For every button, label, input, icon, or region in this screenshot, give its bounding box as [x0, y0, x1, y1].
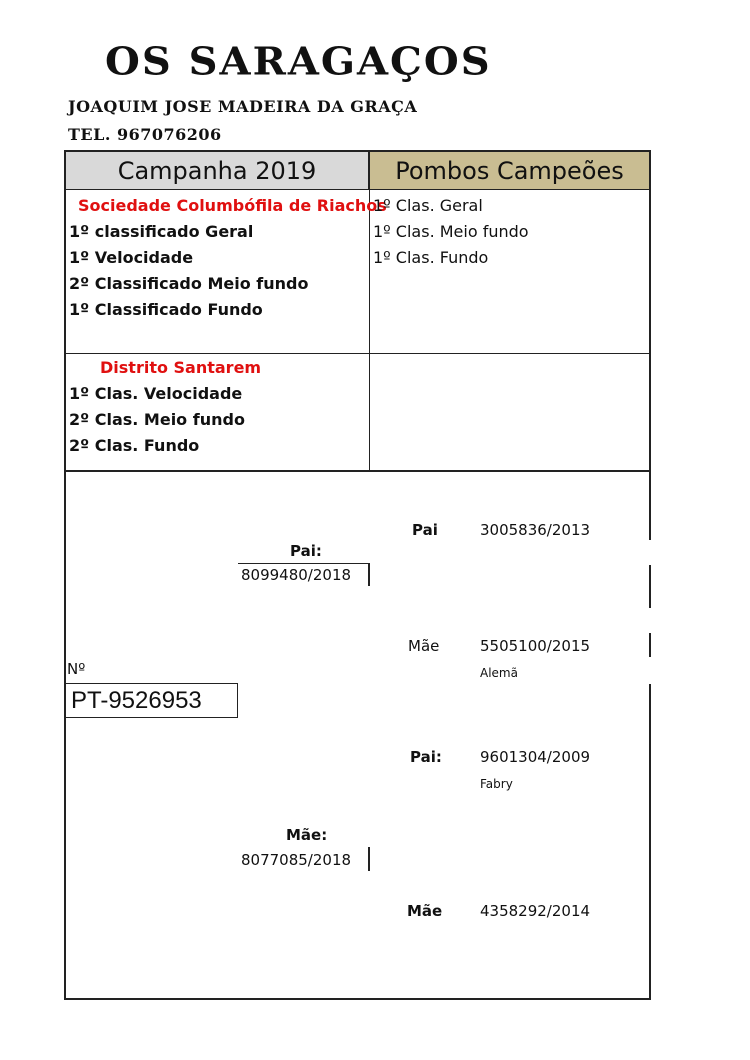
column-divider: [369, 190, 370, 470]
pedigree-left-border: [64, 472, 66, 1000]
section1-item: 1º classificado Geral: [69, 222, 254, 241]
section2-item: 2º Clas. Fundo: [69, 436, 200, 455]
brand-title: OS SARAGAÇOS: [105, 39, 492, 84]
sire-bracket: [368, 563, 370, 586]
dam-dam-ring: 4358292/2014: [480, 902, 591, 920]
sire-bracket: [238, 563, 369, 564]
results-table: [64, 150, 651, 472]
ring-number-label: Nº: [67, 660, 86, 678]
pedigree-right-border: [649, 633, 651, 657]
dam-bracket: [368, 847, 370, 871]
ring-number: PT-9526953: [64, 683, 238, 718]
sire-sire-ring: 3005836/2013: [480, 521, 591, 539]
pedigree-right-border: [649, 684, 651, 1000]
pedigree-right-border: [649, 472, 651, 540]
sire-ring: 8099480/2018: [241, 566, 352, 584]
dam-label: Mãe:: [286, 826, 328, 844]
sire-dam-label: Mãe: [408, 637, 440, 655]
header-pombos-campeoes: Pombos Campeões: [370, 152, 649, 190]
section2-item: 2º Clas. Meio fundo: [69, 410, 245, 429]
section1-item: 1º Velocidade: [69, 248, 194, 267]
champion-item: 1º Clas. Geral: [373, 196, 483, 215]
dam-ring: 8077085/2018: [241, 851, 352, 869]
pedigree-right-border: [649, 565, 651, 608]
dam-sire-label: Pai:: [410, 748, 442, 766]
sire-sire-label: Pai: [412, 521, 438, 539]
section2-title: Distrito Santarem: [100, 358, 262, 377]
owner-name: JOAQUIM JOSE MADEIRA DA GRAÇA: [68, 97, 418, 116]
dam-sire-ring: 9601304/2009: [480, 748, 591, 766]
section1-item: 2º Classificado Meio fundo: [69, 274, 309, 293]
champion-item: 1º Clas. Meio fundo: [373, 222, 529, 241]
pedigree-bottom-border: [64, 998, 651, 1000]
header-campanha: Campanha 2019: [66, 152, 370, 190]
dam-sire-note: Fabry: [480, 777, 513, 791]
section1-item: 1º Classificado Fundo: [69, 300, 263, 319]
telephone: TEL. 967076206: [68, 125, 222, 144]
champion-item: 1º Clas. Fundo: [373, 248, 489, 267]
sire-label: Pai:: [290, 542, 322, 560]
sire-dam-note: Alemã: [480, 666, 518, 680]
section1-title: Sociedade Columbófila de Riachos: [78, 196, 387, 215]
dam-dam-label: Mãe: [407, 902, 443, 920]
row-divider: [66, 353, 649, 354]
section2-item: 1º Clas. Velocidade: [69, 384, 243, 403]
sire-dam-ring: 5505100/2015: [480, 637, 591, 655]
